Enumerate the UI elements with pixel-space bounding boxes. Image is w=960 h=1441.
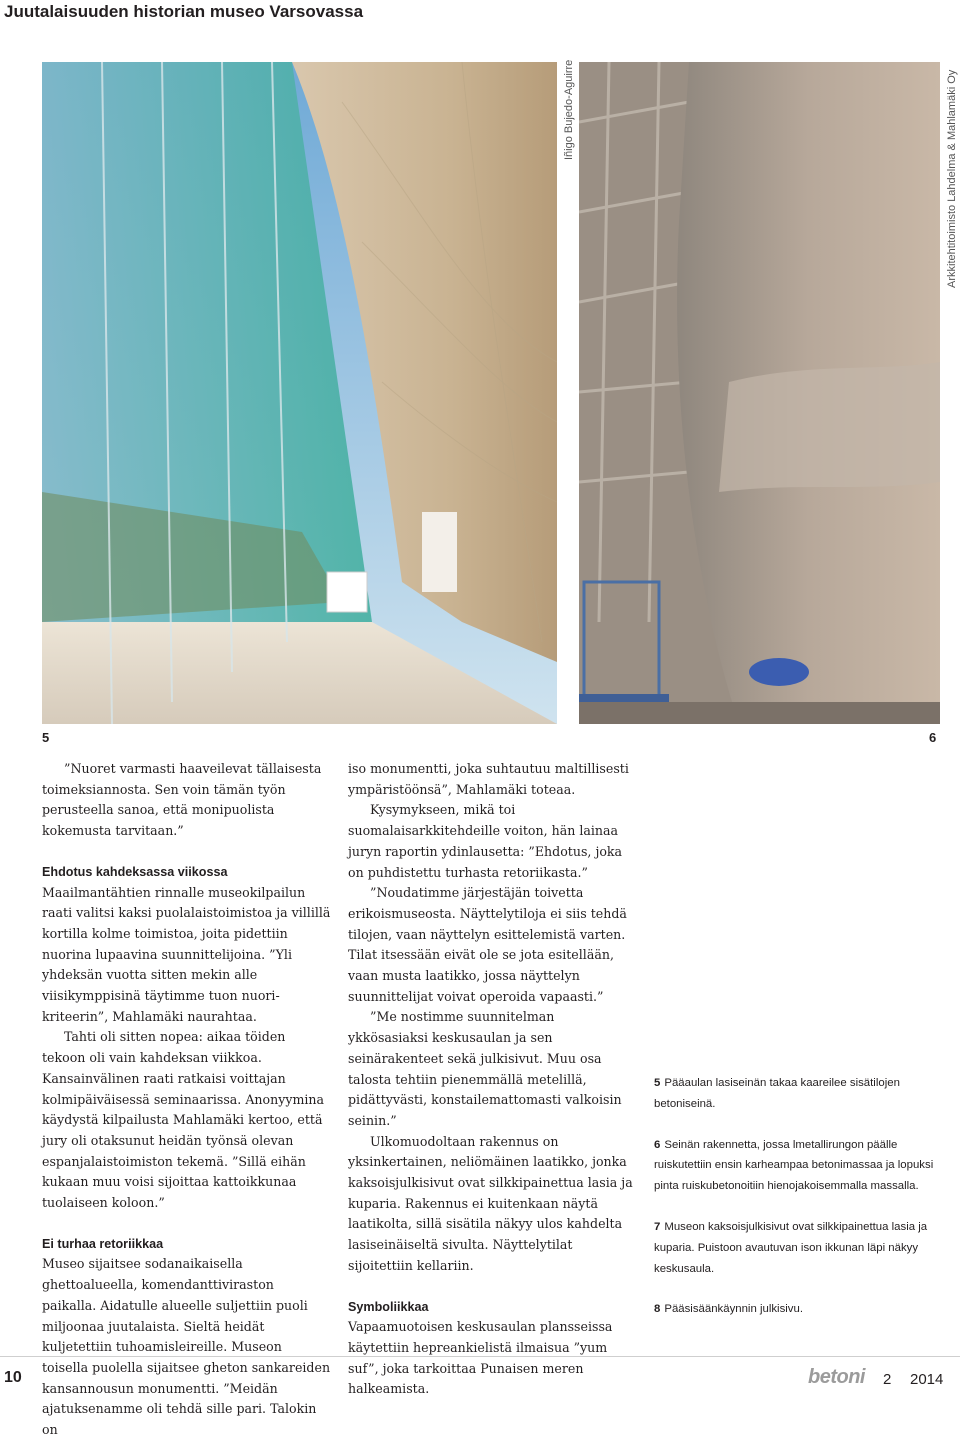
paragraph: iso monumentti, joka suhtautuu maltillisesti ympäristöönsä”, Mahlamäki toteaa. bbox=[348, 761, 629, 797]
issue-number: 2 bbox=[883, 1371, 892, 1388]
caption-text: Pääsisäänkäynnin julkisivu. bbox=[664, 1303, 804, 1316]
caption-number: 7 bbox=[654, 1220, 661, 1233]
caption-item bbox=[654, 1073, 941, 1115]
article-column-2 bbox=[348, 759, 636, 1400]
page-title: Juutalaisuuden historian museo Varsovassa bbox=[4, 2, 364, 21]
photo-captions bbox=[654, 1073, 941, 1340]
paragraph: Tahti oli sitten nopea: aikaa töiden tekoon oli vain kahdeksan viikkoa. Kansainvälinen raati ratkaisi voittajan kolmipäiväisessä seminaarissa. Anonyymina käydystä kilpailusta Mahlamäki kertoo, että jury oli otaksunut heidän työnsä olevan espanjalaistoimiston tekemä. ”Sillä eihän kukaan muu voisi sijoittaa kattoikkunaa tuolaiseen koloon.” bbox=[42, 1029, 325, 1211]
intro-paragraph: ”Nuoret varmasti haaveilevat tällaisesta toimeksiannosta. Sen voin tämän työn perusteella sanoa, että monipuolista kokemusta tarvitaan.” bbox=[42, 761, 322, 839]
photo-wall-construction bbox=[579, 62, 940, 724]
caption-text: Seinän rakennetta, jossa lmetallirungon päälle ruiskutettiin ensin karheampaa betonimassaa ja lopuksi pinta ruiskubetonoitiin hienojakoisemmalla massalla. bbox=[654, 1138, 934, 1193]
issue-year: 2014 bbox=[910, 1371, 944, 1388]
paragraph: ”Noudatimme järjestäjän toivetta erikoismuseosta. Näyttelytiloja ei siis tehdä tilojen, vaan näyttelyn esittelemistä varten. Tilat itsessään eivät ole se jota esitellään, vaan musta laatikko, jossa näyttelyn suunnittelijat voivat operoida vapaasti.” bbox=[348, 885, 627, 1004]
paragraph: ”Me nostimme suunnitelman ykkösasiaksi keskusaulan ja sen seinärakenteet sekä julkisivut. Muu osa talosta tehtiin pienemmällä metelillä, pidättyvästi, konstailemattomasti valkoisin seinin.” bbox=[348, 1009, 622, 1128]
caption-number: 6 bbox=[654, 1138, 661, 1151]
caption-item bbox=[654, 1299, 941, 1320]
photo-glass-wall-lobby bbox=[42, 62, 557, 724]
photo-credit-5: Iñigo Bujedo-Aguirre bbox=[563, 59, 575, 160]
section-heading: Ei turhaa retoriikkaa bbox=[42, 1236, 164, 1251]
caption-number: 5 bbox=[654, 1077, 661, 1089]
figure-number-5: 5 bbox=[42, 730, 50, 745]
figure-number-6: 6 bbox=[929, 730, 937, 745]
caption-item bbox=[654, 1217, 941, 1279]
magazine-logo: betoni bbox=[808, 1366, 865, 1388]
photo-credit-6: Arkkitehtitoimisto Lahdelma & Mahlamäki Oy bbox=[946, 69, 958, 288]
section-heading: Ehdotus kahdeksassa viikossa bbox=[42, 864, 228, 879]
caption-text: Museon kaksoisjulkisivut ovat silkkipainettua lasia ja kuparia. Puistoon avautuvan ison ikkunan läpi näkyy keskusaula. bbox=[654, 1220, 928, 1275]
caption-number: 8 bbox=[654, 1303, 661, 1316]
caption-text: Pääaulan lasiseinän takaa kaareilee sisätilojen betoniseinä. bbox=[654, 1077, 900, 1110]
footer-divider bbox=[0, 1356, 960, 1357]
paragraph: Vapaamuotoisen keskusaulan plansseissa käytettiin hepreankielistä ilmaisua ”yum suf”, joka tarkoittaa Punaisen meren halkeamista. bbox=[348, 1319, 613, 1397]
paragraph: Museo sijaitsee sodanaikaisella ghettoalueella, komendanttiviraston paikalla. Aidatulle alueelle suljettiin puoli miljoonaa juutalaista. Sieltä heidät kuljetettiin tuhoamisleireille. Museon toisella puolella sijaitsee gheton sankareiden kansannousun monumentti. ”Meidän ajatuksenamme oli tehdä sille pari. Talokin on bbox=[42, 1256, 331, 1438]
section-heading: Symboliikkaa bbox=[348, 1299, 429, 1314]
caption-item bbox=[654, 1135, 941, 1197]
paragraph: Maailmantähtien rinnalle museokilpailun raati valitsi kaksi puolalaistoimistoa ja villillä kortilla kolme toimistoa, joita pidettiin nuorina lupaavina suunnittelijoina. ”Yli yhdeksän vuotta sitten mekin alle viisikymppisinä täytimme tuon nuori-kriteerin”, Mahlamäki naurahtaa. bbox=[42, 884, 331, 1024]
page-number: 10 bbox=[4, 1369, 22, 1386]
paragraph: Kysymykseen, mikä toi suomalaisarkkitehdeille voiton, hän lainaa juryn raportin ydinlausetta: ”Ehdotus, joka on puhdistettu turhasta retoriikasta.” bbox=[348, 802, 623, 880]
article-column-1 bbox=[42, 759, 332, 1441]
paragraph: Ulkomuodoltaan rakennus on yksinkertainen, neliömäinen laatikko, jonka kaksoisjulkisivut ovat silkkipainettua lasia ja kuparia. Rakennus ei kuitenkaan näytä laatikolta, sillä sisätila näkyy ulos kahdelta lasiseinäiseltä sivulta. Näyttelytilat sijoitettiin kellariin. bbox=[348, 1133, 633, 1273]
